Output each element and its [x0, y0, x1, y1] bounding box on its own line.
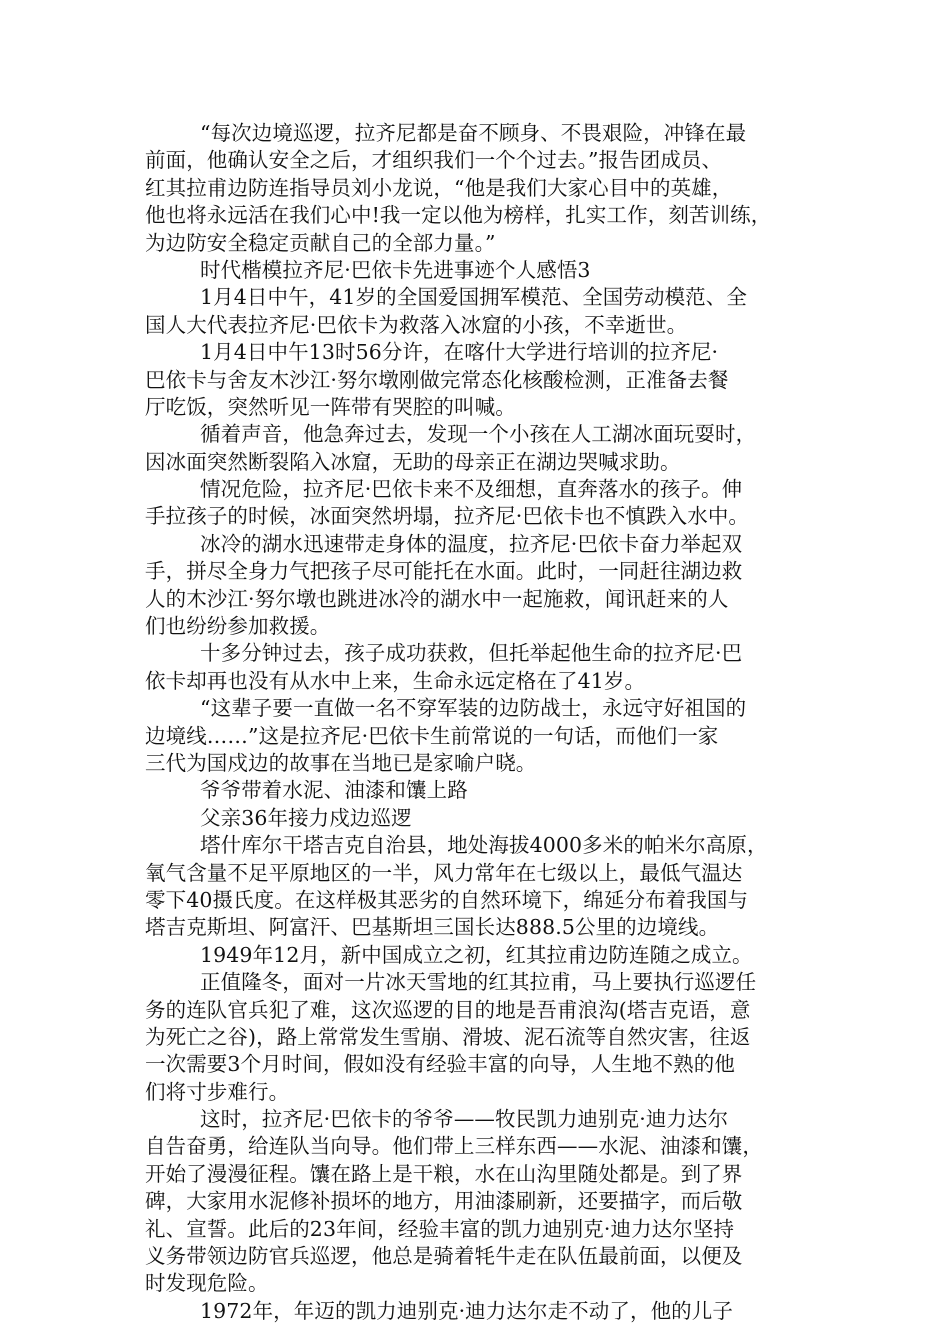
text-line: 1月4日中午13时56分许，在喀什大学进行培训的拉齐尼· [200, 340, 719, 365]
text-line: 手拉孩子的时候，冰面突然坍塌，拉齐尼·巴依卡也不慎跌入水中。 [145, 504, 750, 529]
text-line: 们将寸步难行。 [145, 1079, 290, 1104]
text-line: 1月4日中午，41岁的全国爱国拥军模范、全国劳动模范、全 [200, 285, 747, 310]
text-line: 巴依卡与舍友木沙江·努尔墩刚做完常态化核酸检测，正准备去餐 [145, 367, 729, 392]
text-line: 为死亡之谷)，路上常常发生雪崩、滑坡、泥石流等自然灾害，往返 [145, 1024, 751, 1049]
text-line: 为边防安全稳定贡献自己的全部力量。” [145, 230, 496, 255]
text-line: 1949年12月，新中国成立之初，红其拉甫边防连随之成立。 [200, 942, 753, 967]
text-line: 冰冷的湖水迅速带走身体的温度，拉齐尼·巴依卡奋力举起双 [200, 531, 743, 556]
text-line: 塔什库尔干塔吉克自治县，地处海拔4000多米的帕米尔高原， [200, 833, 768, 858]
text-line: 厅吃饭，突然听见一阵带有哭腔的叫喊。 [145, 394, 516, 419]
text-line: 碑，大家用水泥修补损坏的地方，用油漆刷新，还要描字，而后敬 [145, 1189, 743, 1214]
text-line: 红其拉甫边防连指导员刘小龙说，“他是我们大家心目中的英雄， [145, 175, 733, 200]
text-line: 塔吉克斯坦、阿富汗、巴基斯坦三国长达888.5公里的边境线。 [145, 915, 720, 940]
text-line: 手，拼尽全身力气把孩子尽可能托在水面。此时，一同赶往湖边救 [145, 559, 743, 584]
text-line: 1972年，年迈的凯力迪别克·迪力达尔走不动了，他的儿子 [200, 1298, 733, 1323]
text-line: 因冰面突然断裂陷入冰窟，无助的母亲正在湖边哭喊求助。 [145, 449, 681, 474]
text-line: 务的连队官兵犯了难，这次巡逻的目的地是吾甫浪沟(塔吉克语，意 [145, 997, 751, 1022]
text-line: “每次边境巡逻，拉齐尼都是奋不顾身、不畏艰险，冲锋在最 [200, 121, 747, 145]
text-line: “这辈子要一直做一名不穿军装的边防战士，永远守好祖国的 [200, 696, 747, 721]
text-line: 爷爷带着水泥、油漆和馕上路 [200, 778, 468, 803]
text-line: 礼、宣誓。此后的23年间，经验丰富的凯力迪别克·迪力达尔坚持 [145, 1216, 735, 1241]
text-line: 氧气含量不足平原地区的一半，风力常年在七级以上，最低气温达 [145, 860, 743, 885]
text-line: 前面，他确认安全之后，才组织我们一个个过去。”报告团成员、 [145, 148, 723, 173]
text-line: 正值隆冬，面对一片冰天雪地的红其拉甫，马上要执行巡逻任 [200, 970, 757, 995]
text-line: 他也将永远活在我们心中!我一定以他为榜样，扎实工作，刻苦训练， [145, 203, 772, 228]
text-line: 时代楷模拉齐尼·巴依卡先进事迹个人感悟3 [200, 257, 591, 282]
text-line: 一次需要3个月时间，假如没有经验丰富的向导，人生地不熟的他 [145, 1052, 735, 1077]
text-line: 情况危险，拉齐尼·巴依卡来不及细想，直奔落水的孩子。伸 [200, 477, 743, 502]
text-line: 循着声音，他急奔过去，发现一个小孩在人工湖冰面玩耍时， [200, 422, 757, 447]
text-line: 父亲36年接力戍边巡逻 [200, 805, 412, 830]
text-line: 这时，拉齐尼·巴依卡的爷爷——牧民凯力迪别克·迪力达尔 [200, 1107, 729, 1132]
text-line: 义务带领边防官兵巡逻，他总是骑着牦牛走在队伍最前面，以便及 [145, 1244, 743, 1269]
document-page [145, 120, 805, 1325]
text-line: 开始了漫漫征程。馕在路上是干粮，水在山沟里随处都是。到了界 [145, 1161, 743, 1186]
text-line: 自告奋勇，给连队当向导。他们带上三样东西——水泥、油漆和馕， [145, 1134, 763, 1159]
text-line: 人的木沙江·努尔墩也跳进冰冷的湖水中一起施救，闻讯赶来的人 [145, 586, 729, 611]
text-line: 依卡却再也没有从水中上来，生命永远定格在了41岁。 [145, 668, 646, 693]
text-line: 零下40摄氏度。在这样极其恶劣的自然环境下，绵延分布着我国与 [145, 887, 749, 912]
text-line: 国人大代表拉齐尼·巴依卡为救落入冰窟的小孩，不幸逝世。 [145, 312, 688, 337]
text-line: 十多分钟过去，孩子成功获救，但托举起他生命的拉齐尼·巴 [200, 641, 743, 666]
text-line: 们也纷纷参加救援。 [145, 614, 331, 639]
text-line: 时发现危险。 [145, 1271, 269, 1296]
text-line: 边境线……”这是拉齐尼·巴依卡生前常说的一句话，而他们一家 [145, 723, 719, 748]
text-line: 三代为国戍边的故事在当地已是家喻户晓。 [145, 750, 537, 775]
